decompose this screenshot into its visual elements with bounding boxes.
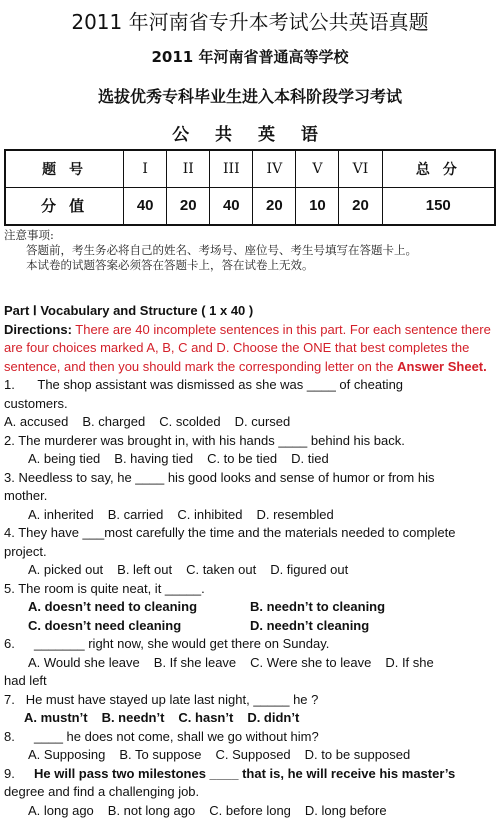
directions-text: are four choices marked A, B, C and D. Choose the ONE that best completes the: [4, 340, 470, 355]
option: D. to be supposed: [304, 747, 411, 762]
option: C. inhibited: [177, 506, 243, 522]
question-number: 6.: [4, 636, 15, 651]
question-text: They have ___most carefully the time and the materials needed to complete: [18, 525, 456, 540]
option: B. left out: [117, 562, 173, 577]
notice-line: 答题前，考生务必将自己的姓名、考场号、座位号、考生号填写在答题卡上。: [26, 243, 417, 257]
question-stem: [4, 376, 498, 395]
subtitle: 2011 年河南省普通高等学校: [151, 48, 349, 66]
option: A. mustn’t: [24, 710, 88, 725]
section-title: Part Ⅰ Vocabulary and Structure ( 1 x 40 ): [4, 303, 254, 318]
question-text-cont: mother.: [4, 488, 48, 503]
score-table-header-row: [5, 150, 495, 187]
question-text: He will pass two milestones ____ that is, he will receive his master’s: [34, 765, 456, 781]
score-total: 150: [382, 187, 495, 225]
options-row: [4, 413, 498, 432]
row-label-score: 分 值: [5, 187, 124, 225]
score-value: 40: [210, 187, 253, 225]
row-label-question: 题 号: [5, 150, 124, 187]
option: C. hasn’t: [178, 710, 234, 725]
page-title: 2011 年河南省专升本考试公共英语真题: [71, 10, 429, 34]
option: A. long ago: [28, 802, 94, 818]
options-row: [4, 450, 498, 469]
answer-sheet-label: Answer Sheet.: [397, 358, 487, 374]
score-table-values-row: [5, 187, 495, 225]
question-number: 2.: [4, 432, 15, 448]
option: B. To suppose: [119, 747, 202, 762]
question-stem: [4, 580, 498, 599]
question-text: He must have stayed up late last night, _____ he ?: [25, 691, 319, 707]
option: A. doesn’t need to cleaning: [28, 599, 198, 614]
directions: [4, 321, 498, 340]
option: D. tied: [291, 451, 329, 466]
score-value: 20: [253, 187, 296, 225]
col-header-total: 总 分: [382, 150, 495, 187]
options-row: [4, 617, 498, 636]
option: D. cursed: [234, 414, 291, 429]
question-number: 1.: [4, 377, 15, 392]
notice-block: [4, 228, 496, 273]
question-stem: [4, 765, 498, 784]
question-stem: [4, 524, 498, 543]
option: C. Supposed: [215, 747, 291, 762]
options-row: [4, 561, 498, 580]
question-text: _______ right now, she would get there on Sunday.: [34, 636, 330, 651]
option: D. figured out: [270, 562, 349, 577]
question-number: 9.: [4, 765, 15, 781]
option: A. being tied: [28, 451, 101, 466]
option: D. needn’t cleaning: [250, 617, 370, 633]
subtitle-2: 选拔优秀专科毕业生进入本科阶段学习考试: [97, 87, 402, 106]
option: B. having tied: [114, 451, 194, 466]
question-number: 3.: [4, 469, 15, 485]
option: A. picked out: [28, 562, 104, 577]
question-number: 7.: [4, 691, 15, 707]
col-header: VI: [339, 150, 382, 187]
option: B. not long ago: [107, 802, 196, 818]
question-number: 8.: [4, 728, 15, 744]
question-stem: [4, 635, 498, 654]
options-row: [4, 802, 498, 821]
option: D. didn’t: [247, 710, 300, 725]
question-stem: [4, 691, 498, 710]
option: C. scolded: [159, 414, 221, 429]
options-row: [4, 654, 498, 673]
option: C. to be tied: [207, 451, 278, 466]
directions-text: There are 40 incomplete sentences in this part. For each sentence there: [71, 321, 491, 337]
option: C. before long: [209, 802, 291, 818]
notice-heading: 注意事项:: [4, 228, 54, 242]
option: A. Supposing: [28, 747, 106, 762]
option: B. carried: [107, 506, 164, 522]
notice-line: 本试卷的试题答案必须答在答题卡上，答在试卷上无效。: [26, 258, 314, 272]
question-number: 5.: [4, 580, 15, 596]
option: C. doesn’t need cleaning: [28, 617, 182, 633]
option: D. If she: [385, 654, 434, 670]
option: D. resembled: [256, 506, 334, 522]
options-row: [4, 598, 498, 617]
option: A. inherited: [28, 506, 94, 522]
option: A. Would she leave: [28, 654, 140, 670]
directions-text-line: [4, 358, 498, 377]
question-text-cont: degree and find a challenging job.: [4, 784, 200, 799]
question-text-cont: had left: [4, 673, 47, 688]
option: A. accused: [4, 414, 69, 429]
question-text: ____ he does not come, shall we go without him?: [34, 728, 319, 744]
directions-label: Directions:: [4, 321, 72, 337]
col-header: II: [167, 150, 210, 187]
col-header: III: [210, 150, 253, 187]
question-text: The room is quite neat, it _____.: [18, 580, 205, 596]
question-stem: [4, 728, 498, 747]
col-header: I: [124, 150, 167, 187]
question-text-cont: project.: [4, 543, 47, 559]
option: C. taken out: [186, 562, 257, 577]
options-row: [4, 506, 498, 525]
question-stem: [4, 469, 498, 488]
question-number: 4.: [4, 525, 15, 540]
score-value: 40: [124, 187, 167, 225]
question-stem: [4, 432, 498, 451]
option: C. Were she to leave: [250, 654, 372, 670]
option: B. charged: [82, 414, 146, 429]
question-text: Needless to say, he ____ his good looks and sense of humor or from his: [18, 469, 435, 485]
question-text: The shop assistant was dismissed as she was ____ of cheating: [37, 377, 404, 392]
options-row: [4, 746, 498, 765]
options-row: [4, 709, 498, 728]
score-value: 20: [339, 187, 382, 225]
col-header: IV: [253, 150, 296, 187]
option: B. needn’t: [101, 710, 165, 725]
question-text: The murderer was brought in, with his hands ____ behind his back.: [18, 432, 405, 448]
col-header: V: [296, 150, 339, 187]
question-section: [4, 302, 498, 820]
option: D. long before: [304, 802, 387, 818]
score-value: 10: [296, 187, 339, 225]
option: B. If she leave: [153, 654, 237, 670]
score-table: [4, 149, 496, 226]
option: B. needn’t to cleaning: [250, 599, 386, 614]
directions-text: sentence, and then you should mark the corresponding letter on the: [4, 358, 398, 374]
subject-title: 公 共 英 语: [172, 125, 328, 145]
question-text-cont: customers.: [4, 395, 68, 411]
score-value: 20: [167, 187, 210, 225]
